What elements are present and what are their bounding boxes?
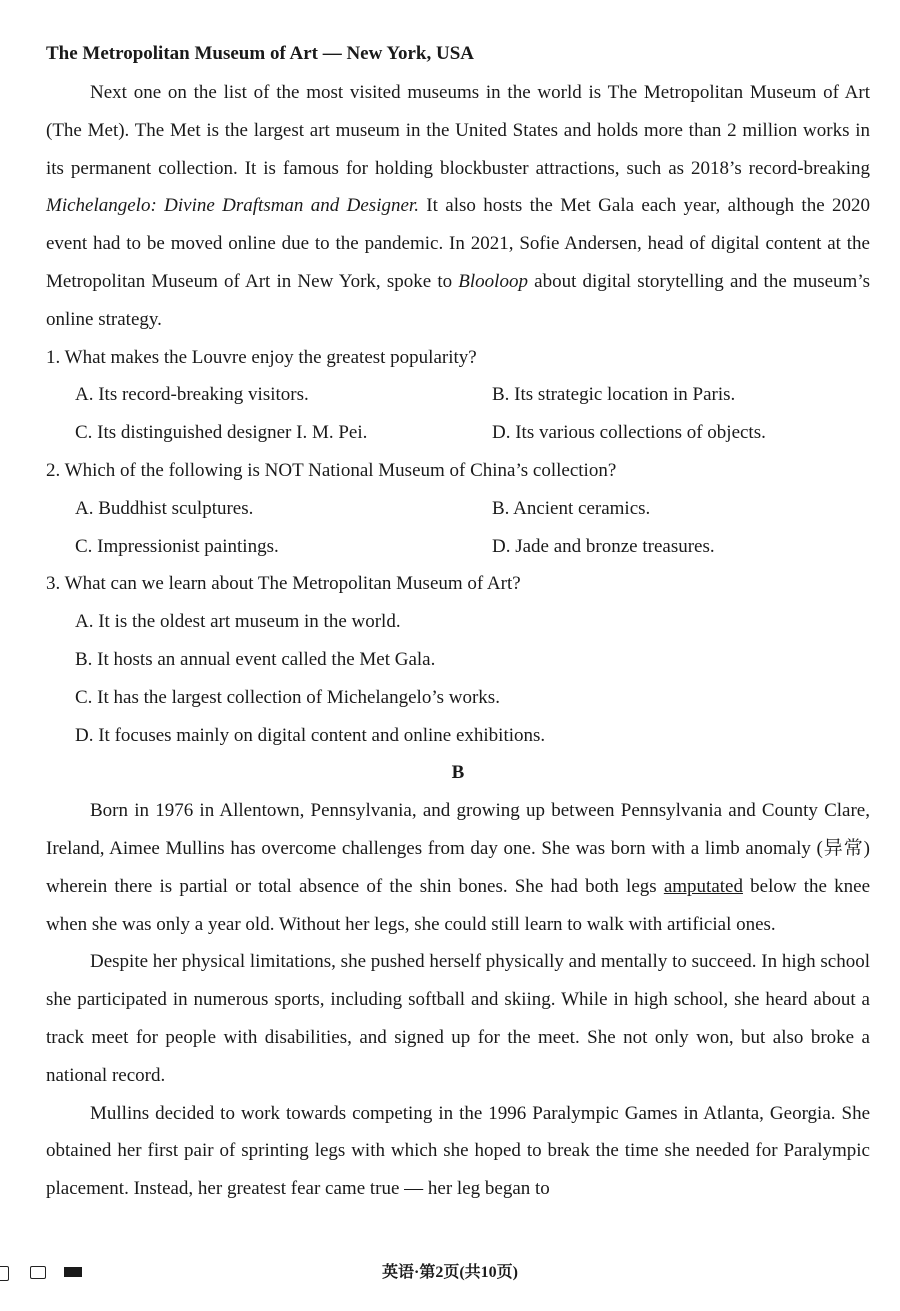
text-run: Mullins decided to work towards competing in the 1996 Paralympic Games in Atlanta, Georgia. She obtained her first pair of sprinting legs with which she hoped to break the time she needed for Paralympic placement. Instead, her greatest fear came true — her leg began to bbox=[46, 1102, 870, 1200]
page-footer bbox=[0, 1258, 900, 1288]
text-run: below the knee when she was only a year old. Without her legs, she could still learn to walk with artificial ones. bbox=[46, 875, 871, 935]
italic-title: Michelangelo: Divine Draftsman and Designer. bbox=[46, 195, 419, 217]
passage-paragraph bbox=[46, 792, 870, 943]
text-run: Born in 1976 in Allentown, Pennsylvania, and growing up between Pennsylvania and County Clare, Ireland, Aimee Mullins has overcome challenges from day one. She was born with a limb anomaly (异常) wherein there is partial or total absence of the shin bones. She had both legs bbox=[46, 800, 870, 897]
passage-paragraph bbox=[46, 943, 870, 1094]
answer-option: D. Jade and bronze treasures. bbox=[492, 535, 715, 557]
section-b-body bbox=[46, 792, 870, 1208]
answer-option: B. Ancient ceramics. bbox=[492, 497, 651, 519]
page-number: 英语·第2页(共10页) bbox=[382, 1264, 518, 1281]
question-stem: 2. Which of the following is NOT National Museum of China’s collection? bbox=[46, 459, 617, 481]
text-run: about digital storytelling and the museum’s online strategy. bbox=[46, 270, 870, 330]
passage-paragraph bbox=[46, 1095, 870, 1208]
answer-option: A. Its record-breaking visitors. bbox=[75, 384, 309, 406]
answer-option: C. Its distinguished designer I. M. Pei. bbox=[75, 422, 368, 444]
answer-option: A. It is the oldest art museum in the world. bbox=[75, 611, 401, 633]
text-run: Despite her physical limitations, she pushed herself physically and mentally to succeed. In high school she participated in numerous sports, including softball and skiing. While in high school, she heard about a track meet for people with disabilities, and signed up for the meet. She not only won, but also broke a national record. bbox=[46, 951, 870, 1086]
section-label: B bbox=[451, 762, 465, 784]
answer-option: B. Its strategic location in Paris. bbox=[492, 384, 736, 406]
question-stem: 1. What makes the Louvre enjoy the greatest popularity? bbox=[46, 346, 477, 368]
answer-options bbox=[46, 490, 870, 566]
question-stem: 3. What can we learn about The Metropolitan Museum of Art? bbox=[46, 573, 521, 595]
answer-option: C. It has the largest collection of Michelangelo’s works. bbox=[75, 686, 500, 708]
met-paragraph bbox=[46, 74, 870, 339]
passage-heading: The Metropolitan Museum of Art — New York, USA bbox=[46, 43, 475, 64]
answer-option: B. It hosts an annual event called the Met Gala. bbox=[75, 648, 436, 670]
answer-options bbox=[46, 376, 870, 452]
text-run: It also hosts the Met Gala each year, although the 2020 event had to be moved online due to the pandemic. In 2021, Sofie Andersen, head of digital content at the Metropolitan Museum of Art in New York, spoke to bbox=[46, 195, 870, 292]
answer-option: C. Impressionist paintings. bbox=[75, 535, 279, 557]
answer-option: A. Buddhist sculptures. bbox=[75, 497, 254, 519]
underlined-word: amputated bbox=[663, 875, 743, 897]
exam-page bbox=[46, 40, 870, 1208]
answer-option: D. It focuses mainly on digital content and online exhibitions. bbox=[75, 724, 546, 746]
answer-options bbox=[46, 603, 870, 754]
answer-option: D. Its various collections of objects. bbox=[492, 422, 766, 444]
question-list bbox=[46, 339, 870, 755]
italic-title: Blooloop bbox=[458, 270, 528, 292]
text-run: Next one on the list of the most visited museums in the world is The Metropolitan Museum of Art (The Met). The Met is the largest art museum in the United States and holds more than 2 million works in its permanent collection. It is famous for holding blockbuster attractions, such as 2018’s record-breaking bbox=[46, 82, 870, 179]
